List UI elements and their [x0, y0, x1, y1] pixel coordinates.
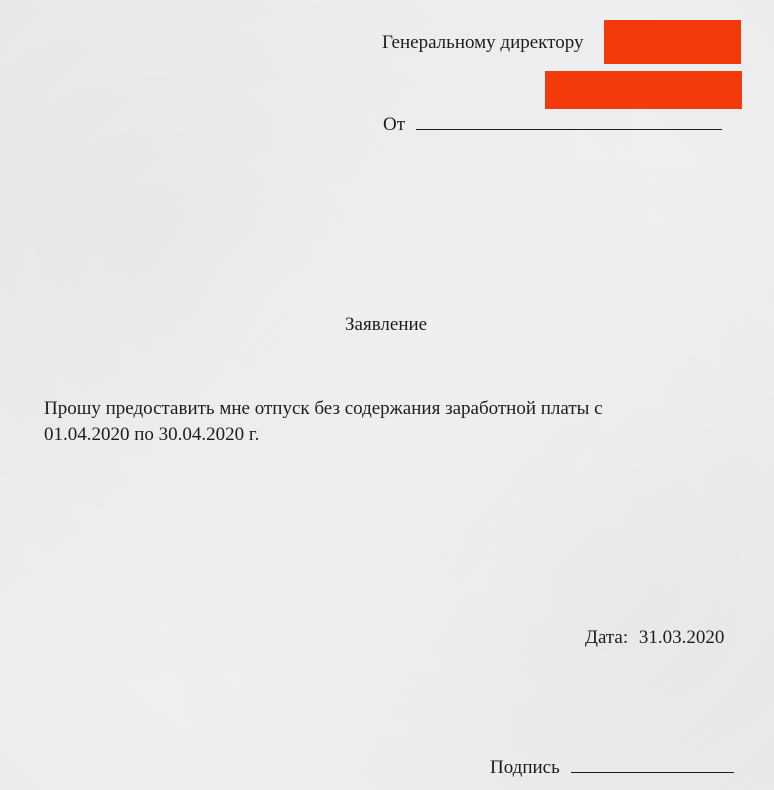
date-value: 31.03.2020	[638, 627, 725, 648]
addressee-text: Генеральному директору	[382, 32, 584, 53]
body-text-line-1: Прошу предоставить мне отпуск без содержания заработной платы с	[44, 398, 603, 419]
body-text-line-2: 01.04.2020 по 30.04.2020 г.	[44, 424, 260, 445]
document-title	[345, 313, 427, 337]
date-line	[585, 626, 724, 650]
from-line	[383, 113, 722, 137]
title-text: Заявление	[345, 314, 428, 335]
redaction-block-bottom	[545, 71, 742, 109]
redaction-block-top	[604, 20, 741, 64]
signature-blank-line	[571, 772, 734, 773]
signature-label: Подпись	[490, 757, 560, 778]
addressee-line	[382, 31, 583, 55]
signature-line	[490, 756, 734, 780]
from-label: От	[383, 114, 406, 135]
from-blank-line	[416, 129, 722, 130]
body-line-2	[44, 423, 259, 447]
date-label: Дата:	[585, 627, 629, 648]
body-line-1	[44, 397, 603, 421]
